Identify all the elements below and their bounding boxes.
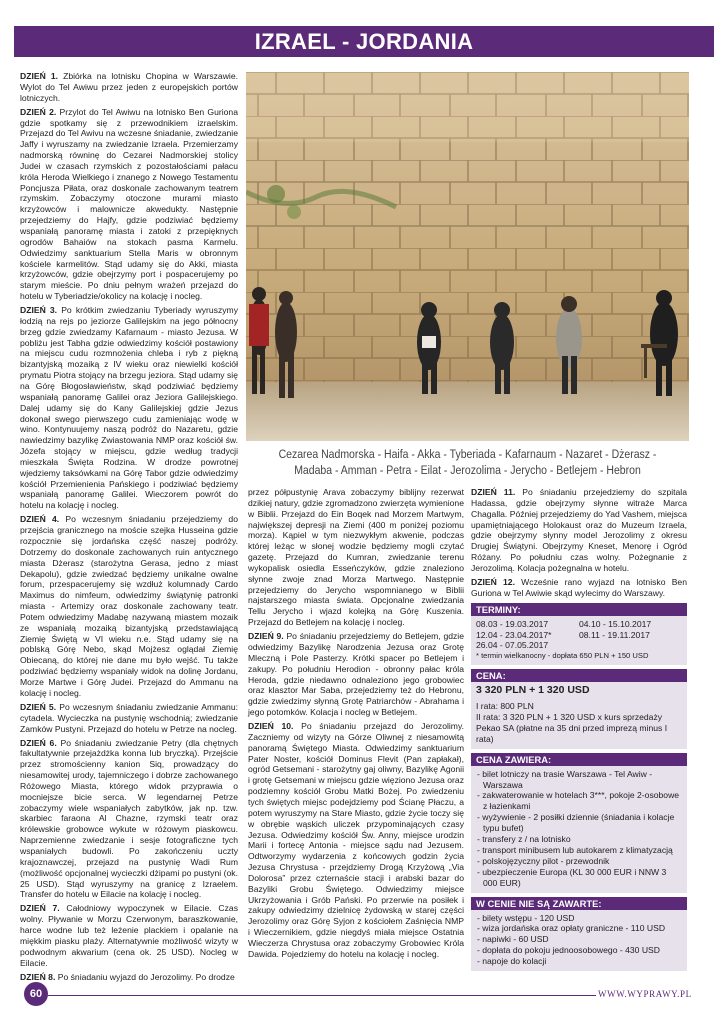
day-label: DZIEŃ 12. <box>471 576 515 587</box>
itinerary-day <box>471 577 687 599</box>
footer-divider <box>48 995 596 996</box>
list-item: - transport minibusem lub autokarem z klimatyzacją <box>477 844 673 855</box>
list-item: - transfery z / na lotnisko <box>477 834 571 845</box>
day-label: DZIEŃ 11. <box>471 487 516 497</box>
terms-box <box>471 616 687 666</box>
itinerary-day <box>248 487 464 628</box>
excludes-box <box>471 910 687 972</box>
price-details <box>471 698 687 749</box>
itinerary-day <box>20 738 238 901</box>
itinerary-column-3 <box>471 487 687 971</box>
price-value: 3 320 PLN + 1 320 USD <box>471 682 687 698</box>
list-item: - bilet lotniczy na trasie Warszawa - Tel Awiw - Warszawa <box>477 768 653 790</box>
list-item: - bilety wstępu - 120 USD <box>477 912 575 923</box>
term-date: 08.03 - 19.03.2017 <box>476 618 549 629</box>
list-item: - napiwki - 60 USD <box>477 934 549 945</box>
list-item: - polskojęzyczny pilot - przewodnik <box>477 855 610 866</box>
footer-url: WWW.WYPRAWY.PL <box>598 989 692 999</box>
day-label: DZIEŃ 7. <box>20 903 60 914</box>
itinerary-day <box>20 107 238 302</box>
term-date: 08.11 - 19.11.2017 <box>579 629 650 640</box>
day-description: Po śniadaniu przejedziemy do Betlejem, gdzie odwiedzimy Bazylikę Narodzenia Jezusa oraz Grotę Mleczną i Pole Pasterzy. Krótki spacer po Betlejem i zakupy. Po południu Herodion - obronny pałac króla Heroda, gdzie niedawno odnaleziono jego grobowiec oraz klasztor Mar Saba, przejedziemy też do Hebronu, gdzie zwiedzimy słynną Grotę Patriarchów - Abrahama i jego potomków. Kolacja i nocleg w Betlejem. <box>248 631 465 718</box>
day-description: Po wczesnym śniadaniu przejedziemy do przejścia granicznego na moście szejka Husseina gdzie rozpocznie się jordańska część naszej podróży. Dotrzemy do doskonale zachowanych ruin antycznego miasta Dżerasz (starożytna Gerasa, jedno z miast Dekapolu), gdzie zwiedzać będziemy unikalne owalne forum, przespacerujemy się wzdłuż kolumnady Cardo Maximus do nimfeum, odwiedzimy świątynię patronki miasta - Artemizy oraz doskonale zachowany teatr. Potem odwiedzimy Madabę nazywaną miastem mozaik ze wspaniałą mozaiką bizantyjską przedstawiającą Ziemię Świętą w VI wieku n.e. Stąd udamy się na poblską Górę Nebo, skąd Mojżesz oglądał Ziemię Obiecaną, do której nie dane mu było wejść. Tu także podziwiać będziemy wspaniały widok na dolinę Jordanu, Morze Martwe i Górę Judei. Przejazd do Ammanu na kolację i nocleg. <box>20 514 238 698</box>
day-description: Po śniadaniu przejazd do Jerozolimy. Zaczniemy od wizyty na Górze Oliwnej z niesamowitą panoramą Świętego Miasta. Odwiedzimy sanktuarium Pater Noster, kościół Dominus Flevit (Pan zapłakał), ogród Getsemani - starożytny gaj oliwny, Bazylikę Agonii i grotę Getsemani w miejscu gdzie więziono Jezusa oraz podziemny kościół Grobu Matki Bożej. Po zwiedzeniu tych świętych miejsc podejdziemy pod Ścianę Płaczu, a potem wyruszymy na Stare Miasto, gdzie życie toczy się w obrębie wąskich uliczek przypominających czasy Jezusa. Odwiedzimy kościół Św. Anny, miejsce urodzin Marii i fortecę Antonia - miejsce sądu nad Jezusem. Odtworzymy wydarzenia z końcowych godzin życia Jezusa Chrystusa - przejdziemy Drogą Krzyżową „Via Dolorosa” przez czternaście stacji i arabski bazar do Bazyliki Grobu Świętego. Odwiedzimy miejsce Ukrzyżowania i Grób Pański. Po przerwie na posiłek i zakupy odwiedzimy dzielnicę żydowską w starej części Jerozolimy oraz Górę Syjon z kościołem Zaśnięcia NMP i Wieczernikiem, gdzie niegdyś miała miejsce Ostatnia Wieczerza Chrystusa oraz zobaczymy Grobowiec Króla Dawida. Pojedziemy do hotelu na kolację i nocleg. <box>248 721 464 959</box>
list-item: - napoje do kolacji <box>477 956 547 967</box>
day-description: Po krótkim zwiedzaniu Tyberiady wyruszymy łodzią na rejs po jeziorze Galilejskim na jego północny brzeg gdzie zwiedzamy Kafarnaum - miasto Jezusa. W pobliżu jest Tabha gdzie odwiedzimy kościół postawiony na miejscu cudu rozmnożenia chleba i ryb z piękną bizantyjską mozaiką z IV wieku oraz niewielki kościół prymatu Piotra stojący na brzegu jeziora. Stąd udamy się na Górę Błogosławieństw, skąd podziwiać będziemy wspaniałą panoramę Galilei oraz Jeziora Galilejskiego. Dalej udamy się do Kany Galilejskiej gdzie Jezus dokonał swego pierwszego cudu zamieniając wodę w wino. Kontynuujemy naszą podróż do Nazaretu, gdzie nawiedzimy bazylikę Zwiastowania NMP oraz kościół św. Józefa stojący w miejscu, gdzie według tradycji mieszkała Święta Rodzina. W drodze powrotnej wjedziemy taksówkami na Górę Tabor gdzie odwiedzimy kościół Przemienienia Pańskiego i podziwiać będziemy wspaniałą panoramę Galilei. Wieczorem powrót do hotelu na kolację i nocleg. <box>20 305 238 511</box>
price-installment-2: II rata: 3 320 PLN + 1 320 USD x kurs sprzedaży Pekao SA (płatne na 35 dni przed imprezą minus I rata) <box>476 711 668 744</box>
term-date: 26.04 - 07.05.2017 <box>476 640 549 651</box>
list-item: - dopłata do pokoju jednoosobowego - 430 USD <box>477 945 660 956</box>
list-item: - ubezpieczenie Europa (KL 30 000 EUR i NNW 3 000 EUR) <box>477 866 667 888</box>
price-heading: CENA: <box>471 669 687 682</box>
itinerary-day <box>20 972 238 983</box>
day-label: DZIEŃ 9. <box>248 631 284 642</box>
day-description: Wcześnie rano wyjazd na lotnisko Ben Guriona w Tel Awiwie skąd wylecimy do Warszawy. <box>471 576 687 598</box>
itinerary-day <box>20 305 238 511</box>
page-title: IZRAEL - JORDANIA <box>14 26 714 57</box>
day-description: Po wczesnym śniadaniu zwiedzanie Ammanu: cytadela. Wycieczka na pustynię wschodnią; zwiedzanie Zamków Pustyni. Przejazd do hotelu w Petrze na nocleg. <box>20 701 238 734</box>
itinerary-day <box>20 903 238 968</box>
day-description: Po śniadaniu wyjazd do Jerozolimy. Po drodze <box>55 971 235 982</box>
list-item: - zakwaterowanie w hotelach 3***, pokoje 2-osobowe z łazienkami <box>477 790 680 812</box>
itinerary-column-2 <box>248 487 464 963</box>
day-description: przez półpustynię Arava zobaczymy biblijny rezerwat dzikiej natury, gdzie zgromadzono zwierzęta wymienione w Biblii. Przejazd do Ein Boqek nad Morzem Martwym, największej depresji na Ziemi (400 m poniżej poziomu morza). Kąpiel w tym niezwykłym akwenie, podczas której leżąc w słonej wodzie będziemy mogli czytać gazetę. Przejazd do Kumran, zwiedzanie terenu wykopalisk osiedla Esseńczyków, gdzie znaleziono słynne zwoje znad Morza Martwego. Następnie przejedziemy do Jerycho wspomnianego w Biblii najstarszego miasta świata. Opcjonalne zwiedzania Tellu Jerycho i wjazd kolejką na Górę Kuszenia. Przejazd do Betlejem na kolację i nocleg. <box>248 487 464 628</box>
itinerary-day <box>20 702 238 735</box>
itinerary-day <box>471 487 687 574</box>
day-description: Po śniadaniu zwiedzanie Petry (dla chętnych fakultatywnie przejażdżka konna lub bryczką). Przejście przez stromościenny kanion Siq, prowadzący do niesamowitej urody, tajemniczego i dobrze zachowanego Różowego Miasta, którego widok przyprawia o mocniejsze bicie serca. W legendarnej Petrze zobaczymy wiele wspaniałych zabytków, jak np. tzw. skarbiec faraona Al Chazne, rzymski teatr oraz królewskie grobowce wykute w różowym piaskowcu. Naprzemienne zwiedzanie i sesje fotograficzne tych wspaniałych budowli. Po zakończeniu uczty krajoznawczej, przejazd na pustynię Wadi Rum (możliwość opcjonalnej wycieczki dżipami po pustyni (ok. 25 USD). Stąd wyruszymy na granicę z Izraelem. Transfer do hotelu w Eilacie na kolację i nocleg. <box>20 737 238 900</box>
day-label: DZIEŃ 5. <box>20 701 57 712</box>
term-date <box>579 640 682 651</box>
western-wall-photo <box>246 72 689 441</box>
price-installment-1: I rata: 800 PLN <box>476 700 534 711</box>
itinerary-day <box>248 631 464 718</box>
route-caption: Cezarea Nadmorska - Haifa - Akka - Tyberiada - Kafarnaum - Nazaret - Dżerasz - Madaba - Amman - Petra - Eilat - Jerozolima - Jerycho - Betlejem - Hebron <box>278 447 657 477</box>
includes-heading: CENA ZAWIERA: <box>471 753 687 766</box>
day-label: DZIEŃ 3. <box>20 305 58 316</box>
day-description: Całodniowy wypoczynek w Eilacie. Czas wolny. Pływanie w Morzu Czerwonym, baraszkowanie, harce wodne lub też leżenie plackiem i opalanie na miękkim piasku plaży. Alternatywnie możliwość wizyty w podwodnym akwarium (cena ok. 25 USD). Nocleg w Eilacie. <box>20 903 238 968</box>
day-label: DZIEŃ 8. <box>20 971 56 982</box>
day-label: DZIEŃ 1. <box>20 71 59 81</box>
term-date: 04.10 - 15.10.2017 <box>579 618 652 629</box>
itinerary-day <box>20 514 238 698</box>
list-item: - wyżywienie - 2 posiłki dziennie (śniadania i kolacje typu bufet) <box>477 812 675 834</box>
list-item: - wiza jordańska oraz opłaty graniczne - 110 USD <box>477 923 666 934</box>
itinerary-day <box>20 71 238 104</box>
day-description: Zbiórka na lotnisku Chopina w Warszawie. Wylot do Tel Awiwu przez jeden z europejskich portów lotniczych. <box>20 71 238 103</box>
day-label: DZIEŃ 2. <box>20 106 57 117</box>
terms-note: * termin wielkanocny - dopłata 650 PLN + 150 USD <box>476 651 649 661</box>
day-label: DZIEŃ 6. <box>20 737 57 748</box>
itinerary-column-1 <box>20 71 238 986</box>
itinerary-day <box>248 721 464 960</box>
terms-heading: TERMINY: <box>471 603 687 616</box>
includes-box <box>471 766 687 893</box>
day-label: DZIEŃ 4. <box>20 514 60 525</box>
day-description: Po śniadaniu przejedziemy do szpitala Hadassa, gdzie obejrzymy słynne witraże Marca Chagalla. Później przejedziemy do Yad Vashem, miejsca upamiętniającego Holokaust oraz do Muzeum Izraela, gdzie obejrzymy słynny model Jerozolimy z okresu Drugiej Świątyni. Obejrzymy Kneset, Menorę i Ogród Różany. Po południu czas wolny. Pożegnanie z Jerozolimą. Kolacja pożegnalna w hotelu. <box>471 487 687 573</box>
day-label: DZIEŃ 10. <box>248 721 294 732</box>
day-description: Przylot do Tel Awiwu na lotnisko Ben Guriona gdzie spotkamy się z przewodnikiem izraelskim. Przejazd do Tel Awivu na wczesne śniadanie, zwiedzanie Jaffy i wyruszamy na zwiedzanie Izraela. Przemierzamy nadmorską równinę do Cezarei Nadmorskiej stolicy Judei w czasach rzymskich z pozostałościami pałacu króla Heroda Wielkiego i znanego z Nowego Testamentu Poncjusza Piłata, oraz doskonale zachowanym teatrem rzymskim. Zobaczymy otoczone murami miasto krzyżowców i malownicze akwedukty. Następnie przejedziemy do Hajfy, gdzie podziwiać będziemy wspaniałą panoramę miasta i zatoki z przepięknych ogrodów Bahaiów na stokach pasma Karmelu. Odwiedzimy sanktuarium Stella Maris w obronnym kościele karmelitów. Stąd udamy się do Akki, miasta krzyżowców, gdzie obejrzymy port i pospacerujemy po starym mieście. Po dniu pełnym wrażeń przejazd do hotelu w Tyberiadzie/okolicy na kolację i nocleg. <box>20 106 238 302</box>
term-date: 12.04 - 23.04.2017* <box>476 629 552 640</box>
page-number: 60 <box>24 982 48 1006</box>
excludes-heading: W CENIE NIE SĄ ZAWARTE: <box>471 897 687 910</box>
